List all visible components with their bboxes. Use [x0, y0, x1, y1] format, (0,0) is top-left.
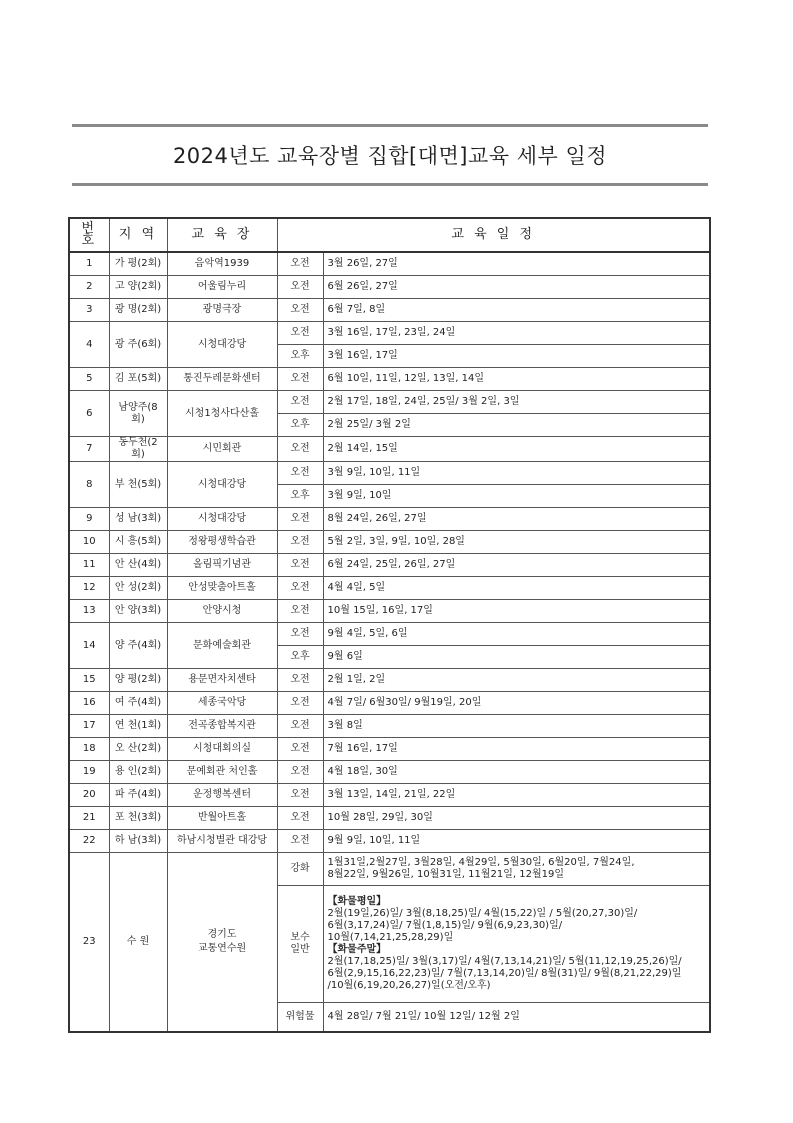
- row-venue: 시청1청사다산홀: [167, 391, 277, 437]
- row-number: 15: [69, 669, 109, 692]
- row-number: 5: [69, 368, 109, 391]
- row-region: 김 포(5회): [109, 368, 167, 391]
- row-region: 가 평(2회): [109, 252, 167, 276]
- row-region: 성 남(3회): [109, 508, 167, 531]
- session-dates: 9월 9일, 10일, 11일: [323, 830, 710, 853]
- session-dates: 8월 24일, 26일, 27일: [323, 508, 710, 531]
- session-time: 오후: [277, 485, 323, 508]
- row-region: 양 평(2회): [109, 669, 167, 692]
- venue-line: 교통연수원: [197, 943, 247, 954]
- session-time: 오후: [277, 414, 323, 437]
- session-dates: 6월 10일, 11일, 12일, 13일, 14일: [323, 368, 710, 391]
- date-line: 1월31일,2월27일, 3월28일, 4월29일, 5월30일, 6월20일, 7월24일,: [327, 857, 635, 868]
- session-time: 오전: [277, 784, 323, 807]
- risk-label: 위험물: [277, 1003, 323, 1033]
- row-number: 6: [69, 391, 109, 437]
- row-venue: 반월아트홀: [167, 807, 277, 830]
- session-time: 오전: [277, 669, 323, 692]
- row-region: 시 흥(5회): [109, 531, 167, 554]
- row-region: 안 양(3회): [109, 600, 167, 623]
- row-number: 16: [69, 692, 109, 715]
- table-row: [69, 715, 710, 738]
- row-venue: 어울림누리: [167, 276, 277, 299]
- row-region: 안 성(2회): [109, 577, 167, 600]
- session-dates: 3월 8일: [323, 715, 710, 738]
- table-header-row: [69, 218, 710, 252]
- row-number: 11: [69, 554, 109, 577]
- session-dates: 3월 13일, 14일, 21일, 22일: [323, 784, 710, 807]
- session-dates: 5월 2일, 3일, 9일, 10일, 28일: [323, 531, 710, 554]
- table-row: [69, 462, 710, 485]
- row-region: 연 천(1회): [109, 715, 167, 738]
- row-venue: 전곡종합복지관: [167, 715, 277, 738]
- session-time: 오전: [277, 276, 323, 299]
- session-time: 오전: [277, 252, 323, 276]
- row-number: 1: [69, 252, 109, 276]
- table-body: [69, 252, 710, 853]
- table-row: [69, 692, 710, 715]
- table-row: [69, 761, 710, 784]
- row-region: 부 천(5회): [109, 462, 167, 508]
- row-region: 오 산(2회): [109, 738, 167, 761]
- session-time: 오전: [277, 554, 323, 577]
- row-venue: 시청대회의실: [167, 738, 277, 761]
- row-region: 남양주(8회): [109, 391, 167, 437]
- session-time: 오전: [277, 692, 323, 715]
- date-line: 2월(19일,26)일/ 3월(8,18,25)일/ 4월(15,22)일 / 5월(20,27,30)일/: [327, 908, 638, 919]
- session-dates: 6월 26일, 27일: [323, 276, 710, 299]
- session-time: 오전: [277, 508, 323, 531]
- table-row: [69, 368, 710, 391]
- header-venue: 교 육 장: [167, 218, 277, 252]
- reinforce-dates: [323, 853, 710, 886]
- weekday-header: 【화물평일】: [327, 896, 387, 907]
- date-line: 2월(17,18,25)일/ 3월(3,17)일/ 4월(7,13,14,21)일/ 5월(11,12,19,25,26)일/: [327, 956, 682, 967]
- row-number: 17: [69, 715, 109, 738]
- session-dates: 3월 26일, 27일: [323, 252, 710, 276]
- table-row: [69, 299, 710, 322]
- session-dates: 9월 6일: [323, 646, 710, 669]
- header-schedule: 교 육 일 정: [277, 218, 710, 252]
- row-number: 18: [69, 738, 109, 761]
- session-dates: 2월 17일, 18일, 24일, 25일/ 3월 2일, 3일: [323, 391, 710, 414]
- row-venue: 시청대강당: [167, 322, 277, 368]
- row-venue: 안양시청: [167, 600, 277, 623]
- row-venue: 운정행복센터: [167, 784, 277, 807]
- session-dates: 6월 24일, 25일, 26일, 27일: [323, 554, 710, 577]
- date-line: 8월22일, 9월26일, 10월31일, 11월21일, 12월19일: [327, 869, 565, 880]
- table-row: [69, 252, 710, 276]
- row-number: 12: [69, 577, 109, 600]
- suwon-section: [69, 853, 710, 1033]
- row-number: 20: [69, 784, 109, 807]
- table-row: [69, 738, 710, 761]
- row-region: 광 주(6회): [109, 322, 167, 368]
- session-time: 오전: [277, 738, 323, 761]
- category-line: 일반: [290, 944, 310, 955]
- row-region: 여 주(4회): [109, 692, 167, 715]
- row-region: 용 인(2회): [109, 761, 167, 784]
- session-time: 오전: [277, 391, 323, 414]
- session-dates: 3월 16일, 17일: [323, 345, 710, 368]
- row-number: 21: [69, 807, 109, 830]
- session-dates: 3월 9일, 10일: [323, 485, 710, 508]
- session-time: 오전: [277, 830, 323, 853]
- row-venue: 문예회관 처인홀: [167, 761, 277, 784]
- schedule-table: [68, 217, 711, 1033]
- session-dates: 4월 7일/ 6월30일/ 9월19일, 20일: [323, 692, 710, 715]
- row-venue: 시민회관: [167, 437, 277, 462]
- row-region: 수 원: [109, 853, 167, 1033]
- venue-line: 경기도: [207, 929, 237, 940]
- table-row: [69, 276, 710, 299]
- row-region: 안 산(4회): [109, 554, 167, 577]
- row-region: 하 남(3회): [109, 830, 167, 853]
- row-number: 13: [69, 600, 109, 623]
- date-line: /10월(6,19,20,26,27)일(오전/오후): [327, 980, 491, 991]
- reinforce-label: 강화: [277, 853, 323, 886]
- risk-dates: 4월 28일/ 7월 21일/ 10월 12일/ 12월 2일: [323, 1003, 710, 1033]
- row-number: 19: [69, 761, 109, 784]
- table-row: [69, 830, 710, 853]
- title-banner: [72, 124, 708, 186]
- row-venue: 통진두레문화센터: [167, 368, 277, 391]
- row-region: 파 주(4회): [109, 784, 167, 807]
- row-venue: [167, 853, 277, 1033]
- header-region: 지 역: [109, 218, 167, 252]
- session-dates: 4월 18일, 30일: [323, 761, 710, 784]
- session-dates: 6월 7일, 8일: [323, 299, 710, 322]
- session-dates: 2월 25일/ 3월 2일: [323, 414, 710, 437]
- row-venue: 문화예술회관: [167, 623, 277, 669]
- table-row: [69, 437, 710, 462]
- table-row: [69, 531, 710, 554]
- session-dates: 10월 15일, 16일, 17일: [323, 600, 710, 623]
- row-number: 4: [69, 322, 109, 368]
- row-venue: 시청대강당: [167, 508, 277, 531]
- row-venue: 광명극장: [167, 299, 277, 322]
- session-dates: 10월 28일, 29일, 30일: [323, 807, 710, 830]
- table-row: [69, 807, 710, 830]
- row-number: 2: [69, 276, 109, 299]
- session-dates: 2월 14일, 15일: [323, 437, 710, 462]
- session-time: 오전: [277, 761, 323, 784]
- session-time: 오전: [277, 715, 323, 738]
- table-row: [69, 577, 710, 600]
- session-dates: 2월 1일, 2일: [323, 669, 710, 692]
- page-title: 2024년도 교육장별 집합[대면]교육 세부 일정: [172, 144, 608, 168]
- row-region: 광 명(2회): [109, 299, 167, 322]
- table-row: [69, 669, 710, 692]
- session-time: 오전: [277, 462, 323, 485]
- row-number: 23: [69, 853, 109, 1033]
- row-number: 10: [69, 531, 109, 554]
- weekend-header: 【화물주말】: [327, 944, 387, 955]
- table-row: [69, 554, 710, 577]
- session-time: 오전: [277, 600, 323, 623]
- date-line: 6월(2,9,15,16,22,23)일/ 7월(7,13,14,20)일/ 8월(31)일/ 9월(8,21,22,29)일: [327, 968, 682, 979]
- row-number: 9: [69, 508, 109, 531]
- row-region: 동두천(2회): [109, 437, 167, 462]
- general-label: [277, 886, 323, 1003]
- table-row: [69, 784, 710, 807]
- table-row: [69, 853, 710, 886]
- row-venue: 하남시청별관 대강당: [167, 830, 277, 853]
- row-region: 고 양(2회): [109, 276, 167, 299]
- session-time: 오전: [277, 322, 323, 345]
- session-time: 오후: [277, 345, 323, 368]
- session-dates: 3월 9일, 10일, 11일: [323, 462, 710, 485]
- session-time: 오전: [277, 437, 323, 462]
- header-num: 번호: [69, 218, 109, 252]
- session-dates: 4월 4일, 5일: [323, 577, 710, 600]
- row-number: 14: [69, 623, 109, 669]
- session-time: 오전: [277, 299, 323, 322]
- session-dates: 3월 16일, 17일, 23일, 24일: [323, 322, 710, 345]
- session-time: 오전: [277, 531, 323, 554]
- table-row: [69, 508, 710, 531]
- session-time: 오전: [277, 807, 323, 830]
- row-venue: 올림픽기념관: [167, 554, 277, 577]
- session-time: 오후: [277, 646, 323, 669]
- row-venue: 정왕평생학습관: [167, 531, 277, 554]
- table-row: [69, 322, 710, 345]
- session-dates: 9월 4일, 5일, 6일: [323, 623, 710, 646]
- row-number: 22: [69, 830, 109, 853]
- session-dates: 7월 16일, 17일: [323, 738, 710, 761]
- row-venue: 세종국악당: [167, 692, 277, 715]
- row-venue: 음악역1939: [167, 252, 277, 276]
- general-dates: [323, 886, 710, 1003]
- session-time: 오전: [277, 623, 323, 646]
- row-venue: 시청대강당: [167, 462, 277, 508]
- date-line: 10월(7,14,21,25,28,29)일: [327, 932, 454, 943]
- row-number: 3: [69, 299, 109, 322]
- table-row: [69, 600, 710, 623]
- row-region: 양 주(4회): [109, 623, 167, 669]
- row-number: 8: [69, 462, 109, 508]
- table-row: [69, 623, 710, 646]
- session-time: 오전: [277, 577, 323, 600]
- session-time: 오전: [277, 368, 323, 391]
- table-row: [69, 391, 710, 414]
- category-line: 보수: [290, 932, 310, 943]
- row-number: 7: [69, 437, 109, 462]
- row-venue: 안성맞춤아트홀: [167, 577, 277, 600]
- date-line: 6월(3,17,24)일/ 7월(1,8,15)일/ 9월(6,9,23,30)일/: [327, 920, 563, 931]
- row-venue: 용문면자치센타: [167, 669, 277, 692]
- row-region: 포 천(3회): [109, 807, 167, 830]
